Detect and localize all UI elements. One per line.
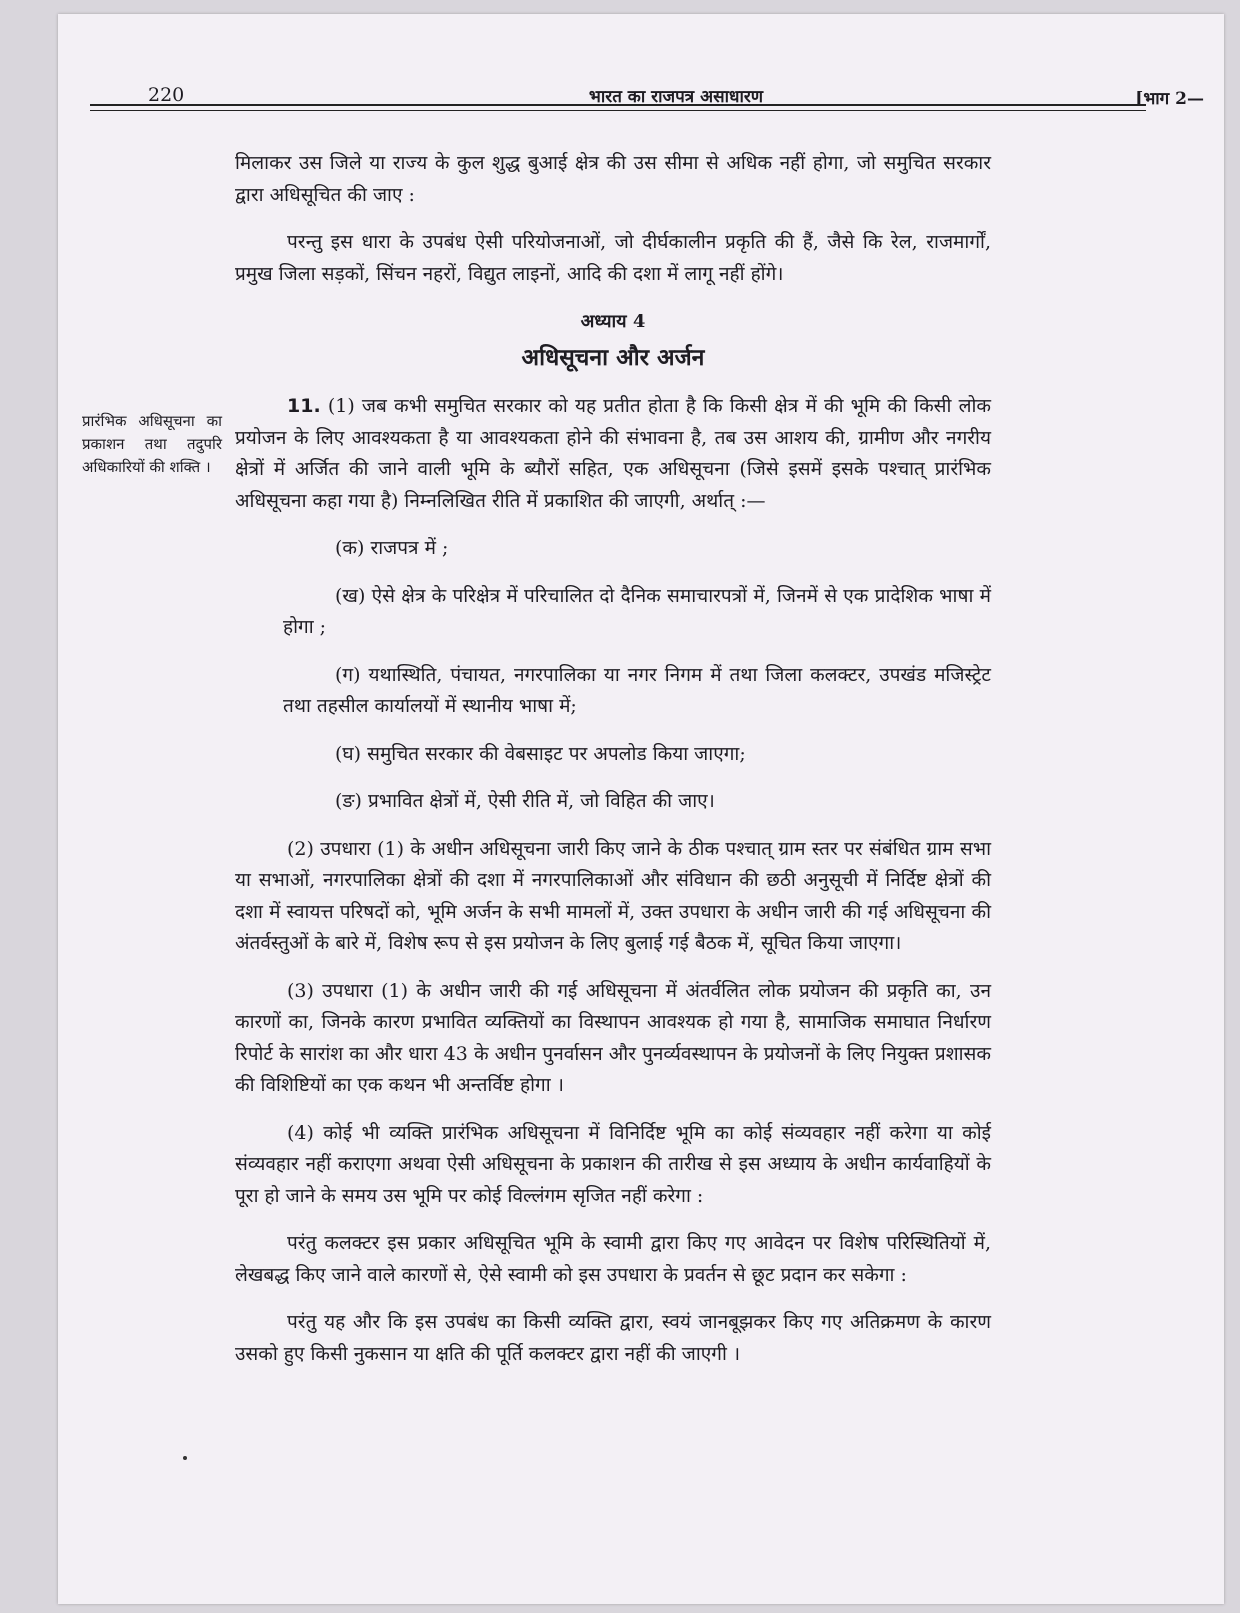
clause-nga: (ङ) प्रभावित क्षेत्रों में, ऐसी रीति में, जो विहित की जाए। xyxy=(335,790,715,812)
clause-kha: (ख) ऐसे क्षेत्र के परिक्षेत्र में परिचालित दो दैनिक समाचारपत्रों में, जिनमें से एक प्रादेशिक भाषा में होगा ; xyxy=(283,584,991,638)
page-number: 220 xyxy=(148,84,185,106)
part-label: [भाग 2— xyxy=(1135,89,1204,109)
clause-ga: (ग) यथास्थिति, पंचायत, नगरपालिका या नगर निगम में तथा जिला कलक्टर, उपखंड मजिस्ट्रेट तथा तहसील कार्यालयों में स्थानीय भाषा में; xyxy=(283,663,991,717)
continuation-paragraph: मिलाकर उस जिले या राज्य के कुल शुद्ध बुआई क्षेत्र की उस सीमा से अधिक नहीं होगा, जो समुचित सरकार द्वारा अधिसूचित की जाए : xyxy=(235,152,991,206)
proviso-2: परंतु यह और कि इस उपबंध का किसी व्यक्ति द्वारा, स्वयं जानबूझकर किए गए अतिक्रमण के कारण उसको हुए किसी नुकसान या क्षति की पूर्ति कलक्टर द्वारा नहीं की जाएगी । xyxy=(235,1311,991,1365)
header-rule-thin xyxy=(90,110,1146,111)
clause-ka: (क) राजपत्र में ; xyxy=(335,537,449,559)
document-body xyxy=(235,148,991,1386)
clause-gha: (घ) समुचित सरकार की वेबसाइट पर अपलोड किया जाएगा; xyxy=(335,742,746,765)
margin-note: प्रारंभिक अधिसूचना का प्रकाशन तथा तदुपरि अधिकारियों की शक्ति । xyxy=(82,412,222,476)
section-11-sub-4: (4) कोई भी व्यक्ति प्रारंभिक अधिसूचना में विनिर्दिष्ट भूमि का कोई संव्यवहार नहीं करेगा या कोई संव्यवहार नहीं कराएगा अथवा ऐसी अधिसूचना के प्रकाशन की तारीख से इस अध्याय के अधीन कार्यवाहियों के पूरा हो जाने के समय उस भूमि पर कोई विल्लंगम सृजित नहीं करेगा : xyxy=(235,1121,991,1207)
sub-1-text: (1) जब कभी समुचित सरकार को यह प्रतीत होता है कि किसी क्षेत्र में की भूमि की किसी लोक प्रयोजन के लिए आवश्यकता है या आवश्यकता होने की संभावना है, तब उस आशय की, ग्रामीण और नगरीय क्षेत्रों में अर्जित की जाने वाली भूमि के ब्यौरों सहित, एक अधिसूचना (जिसे इसमें इसके पश्चात् प्रारंभिक अधिसूचना कहा गया है) निम्नलिखित रीति में प्रकाशित की जाएगी, अर्थात् :— xyxy=(235,395,991,512)
stray-mark xyxy=(183,1456,187,1460)
section-11-sub-1 xyxy=(235,391,991,517)
chapter-number: अध्याय 4 xyxy=(580,311,646,332)
page-header xyxy=(148,84,1204,118)
section-number: 11. xyxy=(287,395,321,417)
header-rule-thick xyxy=(90,104,1146,106)
gazette-title: भारत का राजपत्र असाधारण xyxy=(588,87,764,107)
chapter-title: अधिसूचना और अर्जन xyxy=(521,343,705,371)
proviso-paragraph: परन्तु इस धारा के उपबंध ऐसी परियोजनाओं, जो दीर्घकालीन प्रकृति की हैं, जैसे कि रेल, राजमार्गों, प्रमुख जिला सड़कों, सिंचन नहरों, विद्युत लाइनों, आदि की दशा में लागू नहीं होंगे। xyxy=(235,231,991,285)
section-11-sub-2: (2) उपधारा (1) के अधीन अधिसूचना जारी किए जाने के ठीक पश्चात् ग्राम स्तर पर संबंधित ग्राम सभा या सभाओं, नगरपालिका क्षेत्रों की दशा में नगरपालिकाओं और संविधान की छठी अनुसूची में निर्दिष्ट क्षेत्रों की दशा में स्वायत्त परिषदों को, भूमि अर्जन के सभी मामलों में, उक्त उपधारा के अधीन जारी की गई अधिसूचना की अंतर्वस्तुओं के बारे में, विशेष रूप से इस प्रयोजन के लिए बुलाई गई बैठक में, सूचित किया जाएगा। xyxy=(235,837,991,954)
section-11-sub-3: (3) उपधारा (1) के अधीन जारी की गई अधिसूचना में अंतर्वलित लोक प्रयोजन की प्रकृति का, उन कारणों का, जिनके कारण प्रभावित व्यक्तियों का विस्थापन आवश्यक हो गया है, सामाजिक समाघात निर्धारण रिपोर्ट के सारांश का और धारा 43 के अधीन पुनर्वासन और पुनर्व्यवस्थापन के प्रयोजनों के लिए नियुक्त प्रशासक की विशिष्टियों का एक कथन भी अन्तर्विष्ट होगा । xyxy=(235,979,991,1096)
proviso-1: परंतु कलक्टर इस प्रकार अधिसूचित भूमि के स्वामी द्वारा किए गए आवेदन पर विशेष परिस्थितियों में, लेखबद्ध किए जाने वाले कारणों से, ऐसे स्वामी को इस उपधारा के प्रवर्तन से छूट प्रदान कर सकेगा : xyxy=(235,1232,991,1286)
